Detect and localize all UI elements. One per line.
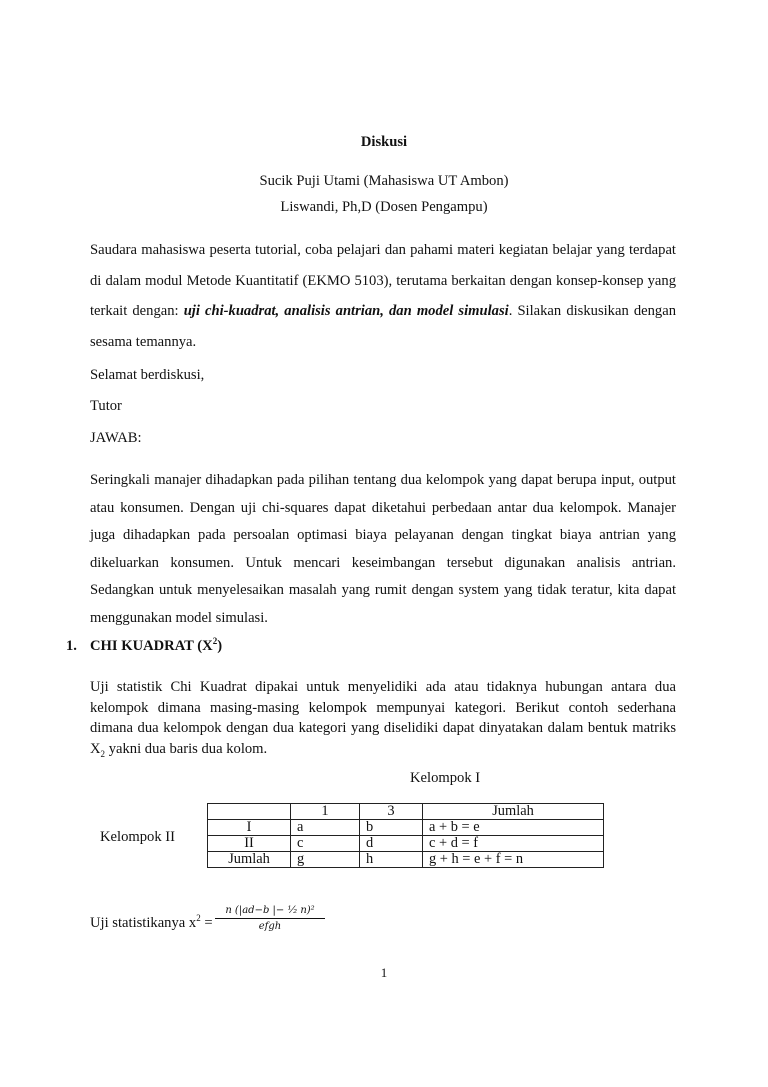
formula-label-text: Uji statistikanya x: [90, 914, 197, 931]
table-cell: c + d = f: [423, 836, 604, 852]
formula-numerator: n (|ad−b |− ¹⁄₂ n)²: [215, 905, 325, 919]
table-cell: h: [360, 852, 423, 868]
chi-square-formula: [215, 905, 325, 932]
table-cell: a + b = e: [423, 820, 604, 836]
table-row: [208, 852, 604, 868]
chi-text-after: yakni dua baris dua kolom.: [105, 740, 268, 757]
chi-paragraph: [90, 677, 676, 764]
row-group-label: Kelompok II: [100, 829, 175, 845]
table-row-label: I: [208, 820, 291, 836]
answer-label: JAWAB:: [90, 430, 142, 446]
table-cell: b: [360, 820, 423, 836]
table-cell: a: [291, 820, 360, 836]
page-number: 1: [380, 965, 388, 980]
answer-paragraph: Seringkali manajer dihadapkan pada pilihan tentang dua kelompok yang dapat berupa input, output atau konsumen. Dengan uji chi-squares dapat diketahui perbedaan antar dua kelompok. Manajer juga dihadapkan pada persoalan optimasi biaya pelayanan dengan tingkat biaya antrian yang dikeluarkan konsumen. Untuk mencari keseimbangan tersebut digunakan analisis antrian. Sedangkan untuk menyelesaikan masalah yang rumit dengan system yang tidak teratur, kita dapat menggunakan model simulasi.: [90, 472, 676, 626]
table-cell: c: [291, 836, 360, 852]
table-header-cell: 1: [291, 804, 360, 820]
lecturer-author: Liswandi, Ph,D (Dosen Pengampu): [280, 199, 488, 215]
chi-text-sub: 2: [100, 748, 106, 759]
table-row: [208, 820, 604, 836]
formula-label-sup: 2: [196, 913, 201, 923]
table-cell: g + h = e + f = n: [423, 852, 604, 868]
chi-text-before: Uji statistik Chi Kuadrat dipakai untuk menyelidiki ada atau tidaknya hubungan antara dua kelompok dimana masing-masing kelompok mempunyai kategori. Berikut contoh sederhana dimana dua kelompok dengan dua kategori yang diselidiki dapat dinyatakan dalam bentuk matriks X: [90, 679, 676, 757]
section-heading-sup: 2: [212, 636, 218, 646]
contingency-table: [207, 803, 604, 868]
section-number: 1.: [66, 637, 77, 654]
table-header-cell: 3: [360, 804, 423, 820]
intro-text-before: Saudara mahasiswa peserta tutorial, coba pelajari dan pahami materi kegiatan belajar yang terdapat di dalam modul Metode Kuantitatif (EKMO 5103), terutama berkaitan dengan konsep-konsep yang terkait dengan:: [90, 242, 676, 319]
table-row-label: Jumlah: [208, 852, 291, 868]
signer: Tutor: [90, 398, 122, 414]
intro-text-after: . Silakan diskusikan dengan sesama temannya.: [90, 303, 676, 350]
greeting: Selamat berdiskusi,: [90, 367, 205, 383]
formula-denominator: efgh: [258, 921, 282, 932]
student-author: Sucik Puji Utami (Mahasiswa UT Ambon): [259, 173, 509, 189]
table-header-cell: Jumlah: [423, 804, 604, 820]
document-title: Diskusi: [360, 134, 408, 150]
table-header-row: [208, 804, 604, 820]
column-group-label: Kelompok I: [410, 770, 481, 786]
table-cell: g: [291, 852, 360, 868]
intro-emphasis: uji chi-kuadrat, analisis antrian, dan model simulasi: [183, 303, 509, 319]
intro-paragraph: [90, 235, 676, 357]
table-row-label: II: [208, 836, 291, 852]
section-heading: [66, 636, 222, 655]
formula-equals: =: [200, 914, 213, 931]
table-row: [208, 836, 604, 852]
formula-label: [90, 913, 213, 932]
section-heading-close: ): [217, 637, 223, 654]
section-heading-text: CHI KUADRAT (X: [90, 637, 213, 654]
table-header-cell: [208, 804, 291, 820]
table-cell: d: [360, 836, 423, 852]
